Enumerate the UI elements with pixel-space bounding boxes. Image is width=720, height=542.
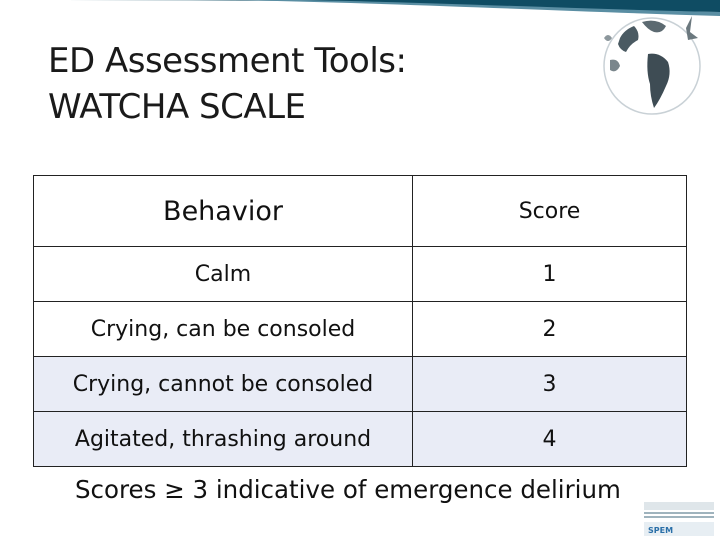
header-score: Score bbox=[413, 176, 687, 247]
table-header-row bbox=[34, 176, 687, 247]
title-line-1: ED Assessment Tools: bbox=[48, 41, 407, 81]
score-cell: 3 bbox=[413, 357, 687, 412]
globe-icon bbox=[590, 8, 710, 118]
behavior-cell: Crying, cannot be consoled bbox=[34, 357, 413, 412]
logo-text: SPEM bbox=[648, 526, 674, 535]
title-line-2: WATCHA SCALE bbox=[48, 87, 306, 127]
table-row bbox=[34, 247, 687, 302]
behavior-cell: Crying, can be consoled bbox=[34, 302, 413, 357]
watcha-scale-table bbox=[33, 175, 687, 467]
score-cell: 2 bbox=[413, 302, 687, 357]
header-behavior: Behavior bbox=[34, 176, 413, 247]
table-row bbox=[34, 412, 687, 467]
table-row bbox=[34, 302, 687, 357]
score-cell: 1 bbox=[413, 247, 687, 302]
score-cell: 4 bbox=[413, 412, 687, 467]
society-logo-icon bbox=[640, 500, 718, 538]
table-row bbox=[34, 357, 687, 412]
slide-title bbox=[48, 38, 406, 130]
footnote: Scores ≥ 3 indicative of emergence delirium bbox=[75, 475, 621, 504]
behavior-cell: Agitated, thrashing around bbox=[34, 412, 413, 467]
behavior-cell: Calm bbox=[34, 247, 413, 302]
